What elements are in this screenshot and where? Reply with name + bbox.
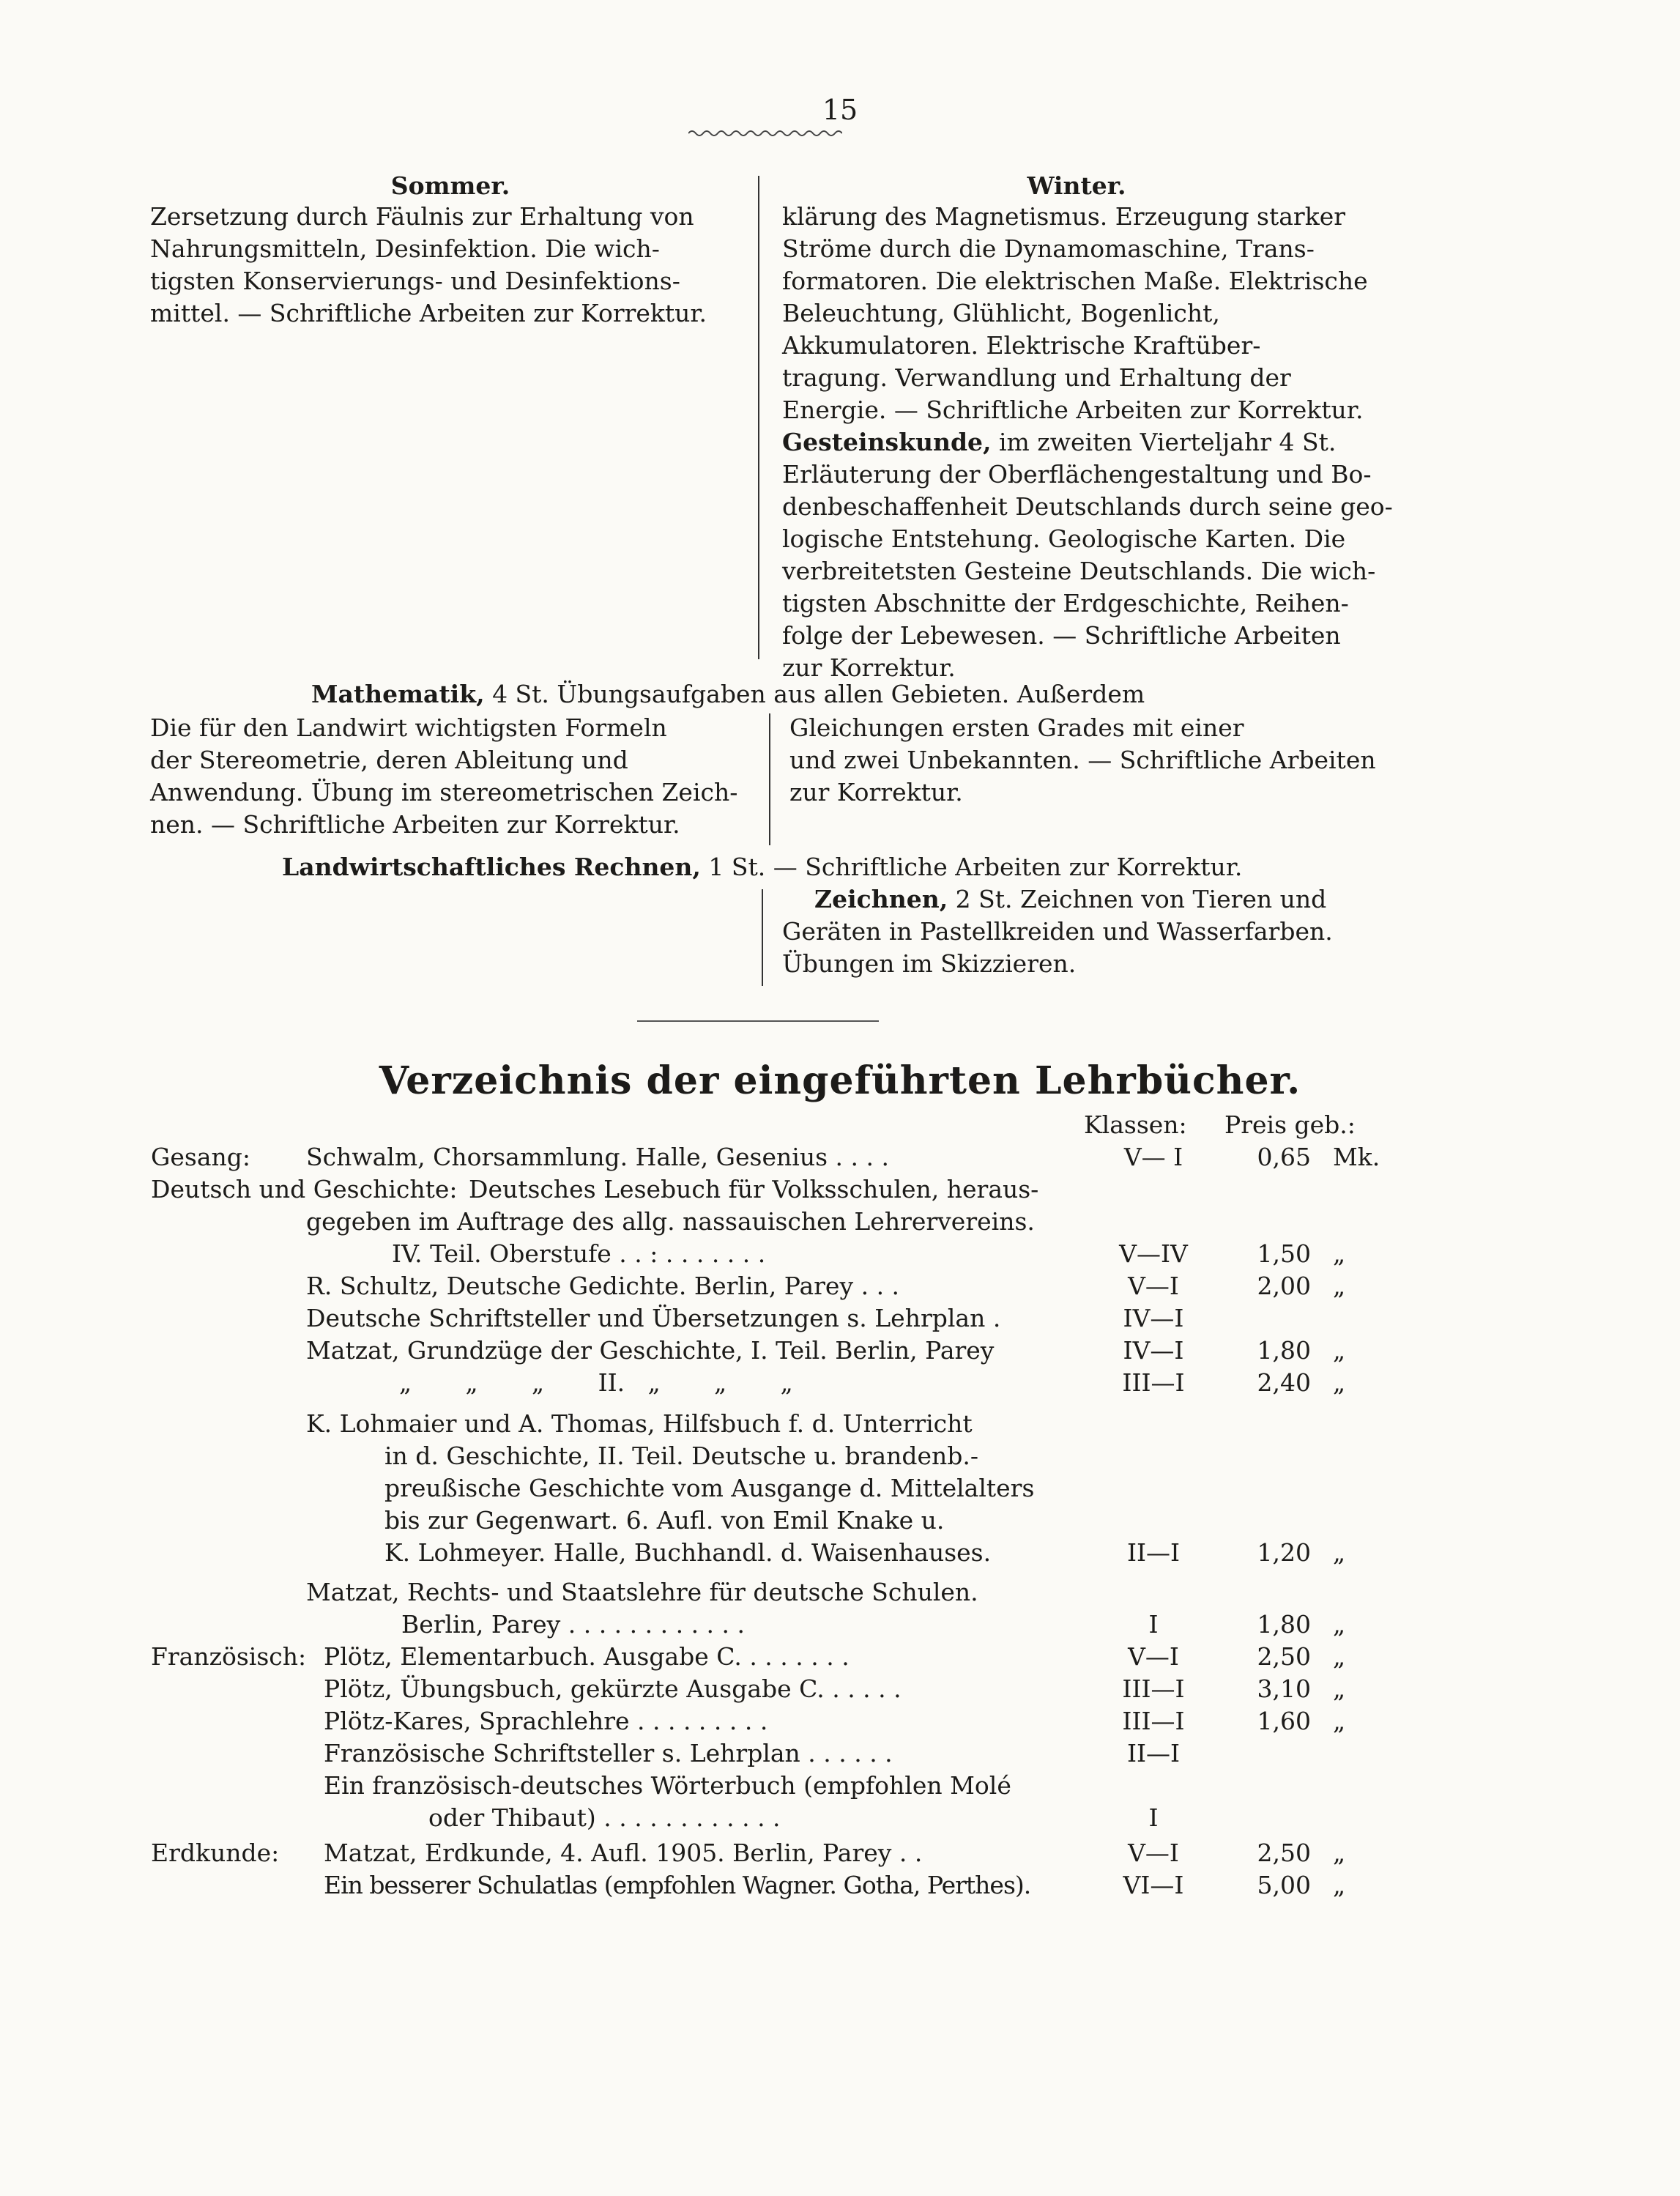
book-text: Plötz, Elementarbuch. Ausgabe C. . . . . . . . xyxy=(324,1642,850,1671)
classes: II—I xyxy=(1126,1739,1181,1767)
book-text: „ „ „ II. „ „ „ xyxy=(399,1368,793,1397)
ditto-mark: „ xyxy=(1333,1674,1346,1703)
text-line: Zersetzung durch Fäulnis zur Erhaltung von xyxy=(150,202,694,231)
zeichnen-block xyxy=(814,883,1326,916)
text-line: Erläuterung der Oberflächengestaltung und Bo- xyxy=(782,460,1372,489)
book-text: K. Lohmaier und A. Thomas, Hilfsbuch f. d. Unterricht xyxy=(306,1409,973,1438)
ditto-mark: „ xyxy=(1333,1707,1346,1735)
ditto-mark: „ xyxy=(1333,1272,1346,1300)
book-text: K. Lohmeyer. Halle, Buchhandl. d. Waisenhauses. xyxy=(384,1538,992,1567)
text-line: Geräten in Pastellkreiden und Wasserfarben. xyxy=(782,917,1333,946)
book-text: Schwalm, Chorsammlung. Halle, Gesenius . . . . xyxy=(306,1143,889,1171)
text-line spaced: Beleuchtung, Glühlicht, Bogenlicht, xyxy=(782,299,1220,327)
text-line: Akkumulatoren. Elektrische Kraftüber- xyxy=(782,331,1261,360)
ditto-mark: „ xyxy=(1333,1839,1346,1867)
classes: V—I xyxy=(1128,1839,1179,1867)
text-line: zur Korrektur. xyxy=(782,653,956,682)
book-text: IV. Teil. Oberstufe . . : . . . . . . . xyxy=(392,1239,766,1268)
zeichnen-hours: 2 St. Zeichnen von Tieren und xyxy=(948,885,1327,913)
text-line: klärung des Magnetismus. Erzeugung starker xyxy=(782,202,1346,231)
book-text: Ein französisch-deutsches Wörterbuch (empfohlen Molé xyxy=(324,1771,1011,1800)
ditto-mark: „ xyxy=(1333,1336,1346,1365)
ditto-mark: „ xyxy=(1333,1538,1346,1567)
header-price: Preis geb.: xyxy=(1224,1110,1356,1139)
classes: I xyxy=(1148,1803,1159,1832)
zeichnen-text xyxy=(782,916,1333,980)
ditto-mark: „ xyxy=(1333,1610,1346,1639)
book-text: Französische Schriftsteller s. Lehrplan . . . . . . xyxy=(324,1739,893,1767)
text-line: Ströme durch die Dynamomaschine, Trans- xyxy=(782,234,1315,263)
price: 2,00 xyxy=(1257,1272,1311,1300)
price: 1,50 xyxy=(1257,1239,1311,1268)
text-line: Die für den Landwirt wichtigsten Formeln xyxy=(150,713,667,742)
book-text: in d. Geschichte, II. Teil. Deutsche u. brandenb.- xyxy=(384,1442,979,1470)
text-line: tragung. Verwandlung und Erhaltung der xyxy=(782,363,1291,392)
mathematik-line xyxy=(311,678,1145,711)
rechnen-heading: Landwirtschaftliches Rechnen, xyxy=(282,853,701,881)
text-line: tigsten Abschnitte der Erdgeschichte, Reihen- xyxy=(782,589,1349,617)
header-classes: Klassen: xyxy=(1084,1110,1187,1139)
price: 3,10 xyxy=(1257,1674,1311,1703)
text-line: logische Entstehung. Geologische Karten. Die xyxy=(782,524,1346,553)
gesteinskunde-hours: im zweiten Vierteljahr 4 St. xyxy=(991,428,1337,456)
column-divider xyxy=(762,889,763,986)
subject: Erdkunde: xyxy=(151,1839,280,1867)
price: 2,40 xyxy=(1257,1368,1311,1397)
classes: IV—I xyxy=(1123,1336,1184,1365)
subject: Gesang: xyxy=(151,1143,250,1171)
classes: V—I xyxy=(1128,1272,1179,1300)
mathematik-right xyxy=(789,712,1376,809)
page-number: 15 xyxy=(822,94,858,126)
price: 1,20 xyxy=(1257,1538,1311,1567)
book-text: preußische Geschichte vom Ausgange d. Mittelalters xyxy=(384,1474,1035,1502)
price: 5,00 xyxy=(1257,1871,1311,1899)
mathematik-text: 4 St. Übungsaufgaben aus allen Gebieten. Außerdem xyxy=(484,680,1145,708)
classes: I xyxy=(1148,1610,1159,1639)
book-text: R. Schultz, Deutsche Gedichte. Berlin, Parey . . . xyxy=(306,1272,900,1300)
text-line: folge der Lebewesen. — Schriftliche Arbeiten xyxy=(782,621,1341,650)
mathematik-heading: Mathematik, xyxy=(311,680,485,708)
classes: V— I xyxy=(1123,1143,1183,1171)
rechnen-text: 1 St. — Schriftliche Arbeiten zur Korrektur. xyxy=(700,853,1243,881)
classes: II—I xyxy=(1126,1538,1181,1567)
price: 1,80 xyxy=(1257,1610,1311,1639)
currency: Mk. xyxy=(1333,1143,1380,1171)
text-line: denbeschaffenheit Deutschlands durch seine geo- xyxy=(782,492,1393,521)
text-line: der Stereometrie, deren Ableitung und xyxy=(150,746,628,774)
list-title: Verzeichnis der eingeführten Lehrbücher. xyxy=(379,1058,1301,1103)
text-line: und zwei Unbekannten. — Schriftliche Arbeiten xyxy=(789,746,1376,774)
book-text: bis zur Gegenwart. 6. Aufl. von Emil Knake u. xyxy=(384,1506,945,1535)
ditto-mark: „ xyxy=(1333,1642,1346,1671)
price: 1,80 xyxy=(1257,1336,1311,1365)
column-divider xyxy=(758,176,759,659)
ditto-mark: „ xyxy=(1333,1239,1346,1268)
price: 2,50 xyxy=(1257,1642,1311,1671)
book-text: Deutsche Schriftsteller und Übersetzungen s. Lehrplan . xyxy=(306,1304,1001,1332)
book-text: Ein besserer Schulatlas (empfohlen Wagner. Gotha, Perthes). xyxy=(324,1871,1031,1899)
price: 1,60 xyxy=(1257,1707,1311,1735)
book-text: Deutsches Lesebuch für Volksschulen, heraus- xyxy=(469,1175,1039,1203)
classes: III—I xyxy=(1122,1368,1185,1397)
classes: III—I xyxy=(1122,1674,1185,1703)
winter-text xyxy=(782,201,1393,684)
text-line: tigsten Konservierungs- und Desinfektions- xyxy=(150,267,680,295)
text-line: Anwendung. Übung im stereometrischen Zeich- xyxy=(150,778,738,806)
text-line: Übungen im Skizzieren. xyxy=(782,949,1077,978)
zeichnen-heading-line xyxy=(814,883,1326,916)
heading-winter: Winter. xyxy=(1027,171,1126,200)
book-text: Matzat, Grundzüge der Geschichte, I. Teil. Berlin, Parey xyxy=(306,1336,995,1365)
book-text: Matzat, Erdkunde, 4. Aufl. 1905. Berlin, Parey . . xyxy=(324,1839,923,1867)
subject: Französisch: xyxy=(151,1642,307,1671)
text-line: Gleichungen ersten Grades mit einer xyxy=(789,713,1244,742)
section-separator xyxy=(637,1020,879,1022)
classes: III—I xyxy=(1122,1707,1185,1735)
book-text: Plötz, Übungsbuch, gekürzte Ausgabe C. . . . . . xyxy=(324,1674,902,1703)
mathematik-left xyxy=(150,712,737,841)
classes: V—I xyxy=(1128,1642,1179,1671)
text-line: nen. — Schriftliche Arbeiten zur Korrektur. xyxy=(150,810,680,839)
ditto-mark: „ xyxy=(1333,1368,1346,1397)
heading-sommer: Sommer. xyxy=(390,171,510,200)
classes: VI—I xyxy=(1123,1871,1184,1899)
subject: Deutsch und Geschichte: xyxy=(151,1175,458,1203)
text-line: verbreitetsten Gesteine Deutschlands. Die wich- xyxy=(782,557,1376,585)
text-line: formatoren. Die elektrischen Maße. Elektrische xyxy=(782,267,1368,295)
book-text: gegeben im Auftrage des allg. nassauischen Lehrervereins. xyxy=(306,1207,1035,1236)
ditto-mark: „ xyxy=(1333,1871,1346,1899)
classes: V—IV xyxy=(1119,1239,1188,1268)
gesteinskunde-heading-line xyxy=(782,426,1393,459)
ornament-wave xyxy=(688,127,842,139)
column-divider xyxy=(769,713,770,845)
gesteinskunde-heading: Gesteinskunde, xyxy=(782,428,992,456)
classes: IV—I xyxy=(1123,1304,1184,1332)
book-text: Plötz-Kares, Sprachlehre . . . . . . . . . xyxy=(324,1707,768,1735)
book-text: oder Thibaut) . . . . . . . . . . . . xyxy=(428,1803,781,1832)
book-text: Berlin, Parey . . . . . . . . . . . . xyxy=(401,1610,745,1639)
text-line: Energie. — Schriftliche Arbeiten zur Korrektur. xyxy=(782,396,1364,424)
text-line: zur Korrektur. xyxy=(789,778,963,806)
sommer-text xyxy=(150,201,707,330)
zeichnen-heading: Zeichnen, xyxy=(814,885,948,913)
text-line: Nahrungsmitteln, Desinfektion. Die wich- xyxy=(150,234,660,263)
price: 2,50 xyxy=(1257,1839,1311,1867)
text-line: mittel. — Schriftliche Arbeiten zur Korrektur. xyxy=(150,299,707,327)
rechnen-line xyxy=(282,851,1242,883)
book-text: Matzat, Rechts- und Staatslehre für deutsche Schulen. xyxy=(306,1578,978,1606)
price: 0,65 xyxy=(1257,1143,1311,1171)
